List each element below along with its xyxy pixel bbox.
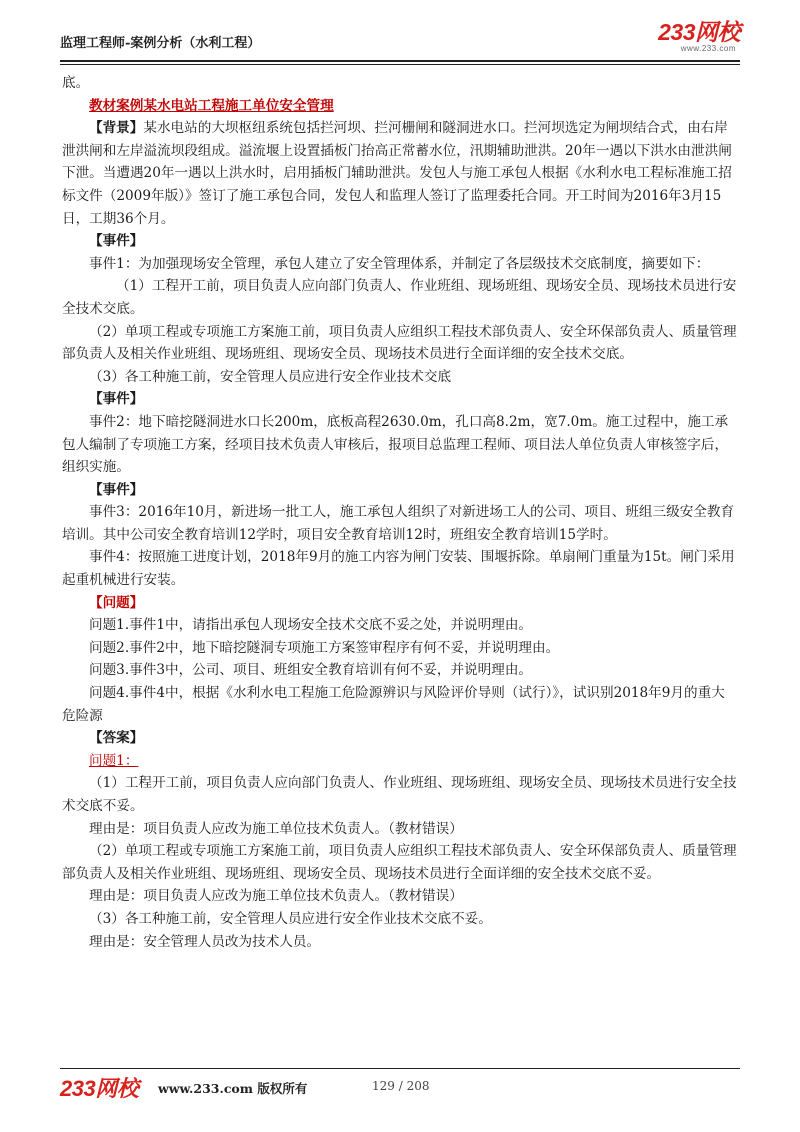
footer-copyright: www.233.com 版权所有 — [158, 1081, 308, 1096]
event1-intro: 事件1：为加强现场安全管理，承包人建立了安全管理体系，并制定了各层级技术交底制度，摘要如下： — [89, 255, 710, 272]
page-footer — [60, 1070, 740, 1100]
header-title: 监理工程师-案例分析（水利工程） — [60, 36, 261, 51]
logo-url: www.233.com — [680, 44, 736, 53]
event1-item-1: （1）工程开工前，项目负责人应向部门负责人、作业班组、现场班组、现场安全员、现场技术员进行安全技术交底。 — [62, 278, 737, 317]
answer1-item-3: （3）各工种施工前，安全管理人员应进行安全作业技术交底不妥。 — [89, 910, 492, 927]
brand-logo — [644, 20, 740, 56]
footer-divider — [60, 1068, 740, 1069]
background-label: 【背景】 — [89, 120, 144, 137]
answer-heading: 【答案】 — [89, 730, 144, 747]
answer1-reason-3: 理由是：安全管理人员改为技术人员。 — [89, 933, 321, 950]
question-1: 问题1.事件1中，请指出承包人现场安全技术交底不妥之处，并说明理由。 — [89, 617, 533, 634]
event1-item-3: （3）各工种施工前，安全管理人员应进行安全作业技术交底 — [89, 368, 452, 385]
lead-text: 底。 — [62, 75, 90, 91]
background-text: 某水电站的大坝枢纽系统包括拦河坝、拦河栅闸和隧洞进水口。拦河坝选定为闸坝结合式，由右岸泄洪闸和左岸溢流坝段组成。溢流堰上设置插板门抬高正常蓄水位，汛期辅助泄洪。20年一遇以下洪水由泄洪闸下泄。当遭遇20年一遇以上洪水时，启用插板门辅助泄洪。发包人与施工承包人根据《水利水电工程标准施工招标文件（2009年版）》签订了施工承包合同，发包人和监理人签订了监理委托合同。开工时间为2016年3月15日，工期36个月。 — [62, 120, 732, 227]
event-heading-3: 【事件】 — [89, 481, 144, 498]
event-heading-2: 【事件】 — [89, 391, 144, 408]
question-4: 问题4.事件4中，根据《水利水电工程施工危险源辨识与风险评价导则（试行）》，试识别2018年9月的重大危险源 — [62, 685, 725, 724]
question-3: 问题3.事件3中，公司、项目、班组安全教育培训有何不妥，并说明理由。 — [89, 662, 533, 679]
page-number: 129 / 208 — [372, 1079, 430, 1093]
footer-logo: 233网校 — [60, 1076, 139, 1101]
answer1-reason-2: 理由是：项目负责人应改为施工单位技术负责人。（教材错误） — [89, 888, 463, 905]
answer-q1-label: 问题1： — [89, 752, 139, 769]
event1-item-2: （2）单项工程或专项施工方案施工前，项目负责人应组织工程技术部负责人、安全环保部负责人、质量管理部负责人及相关作业班组、现场班组、现场安全员、现场技术员进行全面详细的安全技术交底。 — [62, 323, 737, 363]
header-divider — [60, 60, 740, 62]
questions-heading: 【问题】 — [89, 594, 144, 611]
event4-text: 事件4：按照施工进度计划，2018年9月的施工内容为闸门安装、围堰拆除。单扇闸门重量为15t。闸门采用起重机械进行安装。 — [62, 549, 735, 589]
event3-text: 事件3：2016年10月，新进场一批工人，施工承包人组织了对新进场工人的公司、项目、班组三级安全教育培训。其中公司安全教育培训12学时，项目安全教育培训12时，班组安全教育培训15学时。 — [62, 504, 735, 543]
answer1-item-2: （2）单项工程或专项施工方案施工前，项目负责人应组织工程技术部负责人、安全环保部负责人、质量管理部负责人及相关作业班组、现场班组、现场安全员、现场技术员进行全面详细的安全技术交底不妥。 — [62, 843, 737, 882]
answer1-reason-1: 理由是：项目负责人应改为施工单位技术负责人。（教材错误） — [89, 820, 463, 837]
question-2: 问题2.事件2中，地下暗挖隧洞专项施工方案签审程序有何不妥，并说明理由。 — [89, 639, 560, 656]
document-body — [62, 72, 738, 953]
page-header — [60, 19, 740, 62]
background-paragraph — [62, 117, 738, 230]
event-heading-1: 【事件】 — [89, 233, 144, 250]
logo-text: 233网校 — [658, 19, 740, 45]
answer1-item-1: （1）工程开工前，项目负责人应向部门负责人、作业班组、现场班组、现场安全员、现场技术员进行安全技术交底不妥。 — [62, 775, 737, 814]
event2-text: 事件2：地下暗挖隧洞进水口长200m，底板高程2630.0m，孔口高8.2m，宽7.0m。施工过程中，施工承包人编制了专项施工方案，经项目技术负责人审核后，报项目总监理工程师、项目法人单位负责人审核签字后，组织实施。 — [62, 413, 729, 476]
header-divider-thin — [60, 64, 740, 65]
case-title: 教材案例某水电站工程施工单位安全管理 — [89, 97, 334, 114]
